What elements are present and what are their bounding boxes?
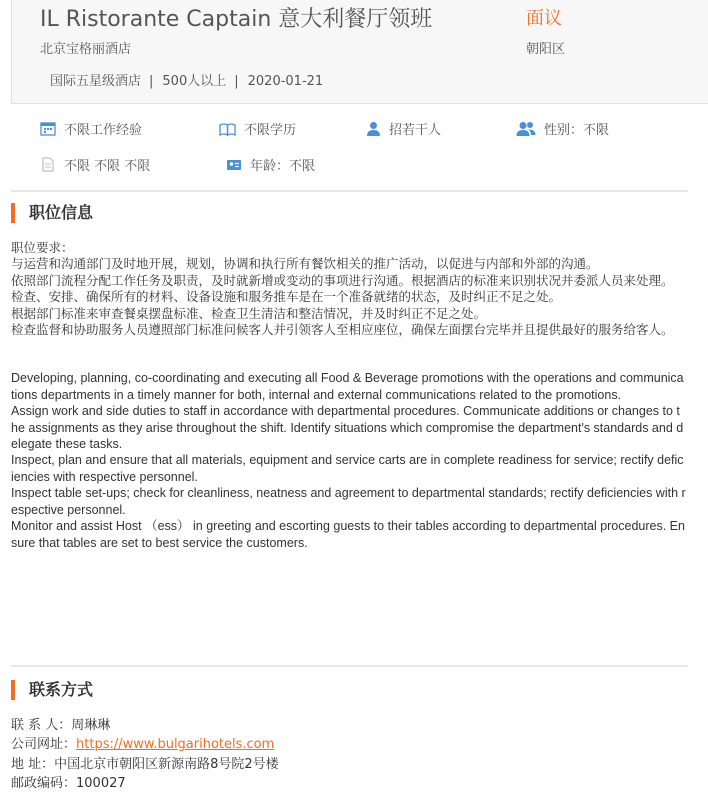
section-divider xyxy=(11,665,688,667)
users-icon xyxy=(516,121,536,136)
tag-separator: | xyxy=(234,74,239,89)
req-headcount: 招若干人 xyxy=(366,119,441,138)
section-title-contact: 联系方式 xyxy=(11,680,93,700)
desc-line: 与运营和沟通部门及时地开展，规划，协调和执行所有餐饮相关的推广活动，以促进与内部和外部的沟通。 xyxy=(11,257,599,272)
section-divider xyxy=(11,190,688,192)
desc-line: Assign work and side duties to staff in accordance with departmental procedures. Communicate additions or changes to the assignments as they arise throughout the shift. Identify situations which compromise the department's standards and delegate these tasks. xyxy=(11,404,684,452)
req-extra: 不限 不限 不限 xyxy=(40,155,150,174)
job-header xyxy=(11,0,708,104)
id-card-icon xyxy=(226,158,242,172)
contact-person: 联 系 人：周琳琳 xyxy=(11,718,111,733)
desc-line: Monitor and assist Host （ess） in greeting and escorting guests to their tables according to departmental procedures. Ensure that tables are set to best service the customers. xyxy=(11,519,685,550)
desc-line: Inspect, plan and ensure that all materials, equipment and service carts are in complete readiness for service; rectify deficiencies with respective personnel. xyxy=(11,453,684,484)
desc-line: Inspect table set-ups; check for cleanliness, neatness and agreement to departmental standards; rectify deficiencies with respective personnel. xyxy=(11,486,686,517)
desc-line: Developing, planning, co-coordinating and executing all Food & Beverage promotions with the operations and communications departments in a timely manner for both, internal and external communications related to the promotions. xyxy=(11,371,684,402)
company-name[interactable]: 北京宝格丽酒店 xyxy=(40,42,132,57)
req-age: 年龄：不限 xyxy=(226,155,315,174)
tag-company-size: 500人以上 xyxy=(162,74,227,89)
book-icon xyxy=(219,122,236,136)
job-tags xyxy=(50,70,323,89)
req-experience: 不限工作经验 xyxy=(40,119,142,138)
req-education: 不限学历 xyxy=(219,119,296,138)
website-link[interactable]: https://www.bulgarihotels.com xyxy=(76,737,275,753)
section-title-job-info: 职位信息 xyxy=(11,203,93,223)
job-title: IL Ristorante Captain 意大利餐厅领班 xyxy=(40,7,433,32)
tag-post-date: 2020-01-21 xyxy=(247,74,324,89)
tag-separator: | xyxy=(149,74,154,89)
desc-line: 依照部门流程分配工作任务及职责，及时就新增或变动的事项进行沟通。根据酒店的标准来识别状况并委派人员来处理。 xyxy=(11,273,674,288)
contact-website: 公司网址：https://www.bulgarihotels.com xyxy=(11,737,275,753)
document-icon xyxy=(40,157,56,172)
desc-spacer xyxy=(11,338,686,370)
salary: 面议 xyxy=(526,8,562,29)
desc-line: 检查监督和协助服务人员遵照部门标准问候客人并引领客人至相应座位，确保左面摆台完毕并且提供最好的服务给客人。 xyxy=(11,323,674,338)
contact-info xyxy=(11,716,279,794)
job-description xyxy=(11,240,686,551)
contact-postcode: 邮政编码：100027 xyxy=(11,776,126,792)
district: 朝阳区 xyxy=(526,42,566,57)
calendar-icon xyxy=(40,121,56,136)
person-icon xyxy=(366,121,381,136)
tag-company-type: 国际五星级酒店 xyxy=(50,74,142,89)
desc-line: 职位要求： xyxy=(11,241,74,255)
desc-line: 检查、安排、确保所有的材料、设备设施和服务推车是在一个准备就绪的状态，及时纠正不足之处。 xyxy=(11,290,562,305)
req-gender: 性别：不限 xyxy=(516,119,609,138)
contact-address: 地 址：中国北京市朝阳区新源南路8号院2号楼 xyxy=(11,756,279,772)
desc-line: 根据部门标准来审查餐桌摆盘标准、检查卫生清洁和整洁情况，并及时纠正不足之处。 xyxy=(11,306,487,321)
